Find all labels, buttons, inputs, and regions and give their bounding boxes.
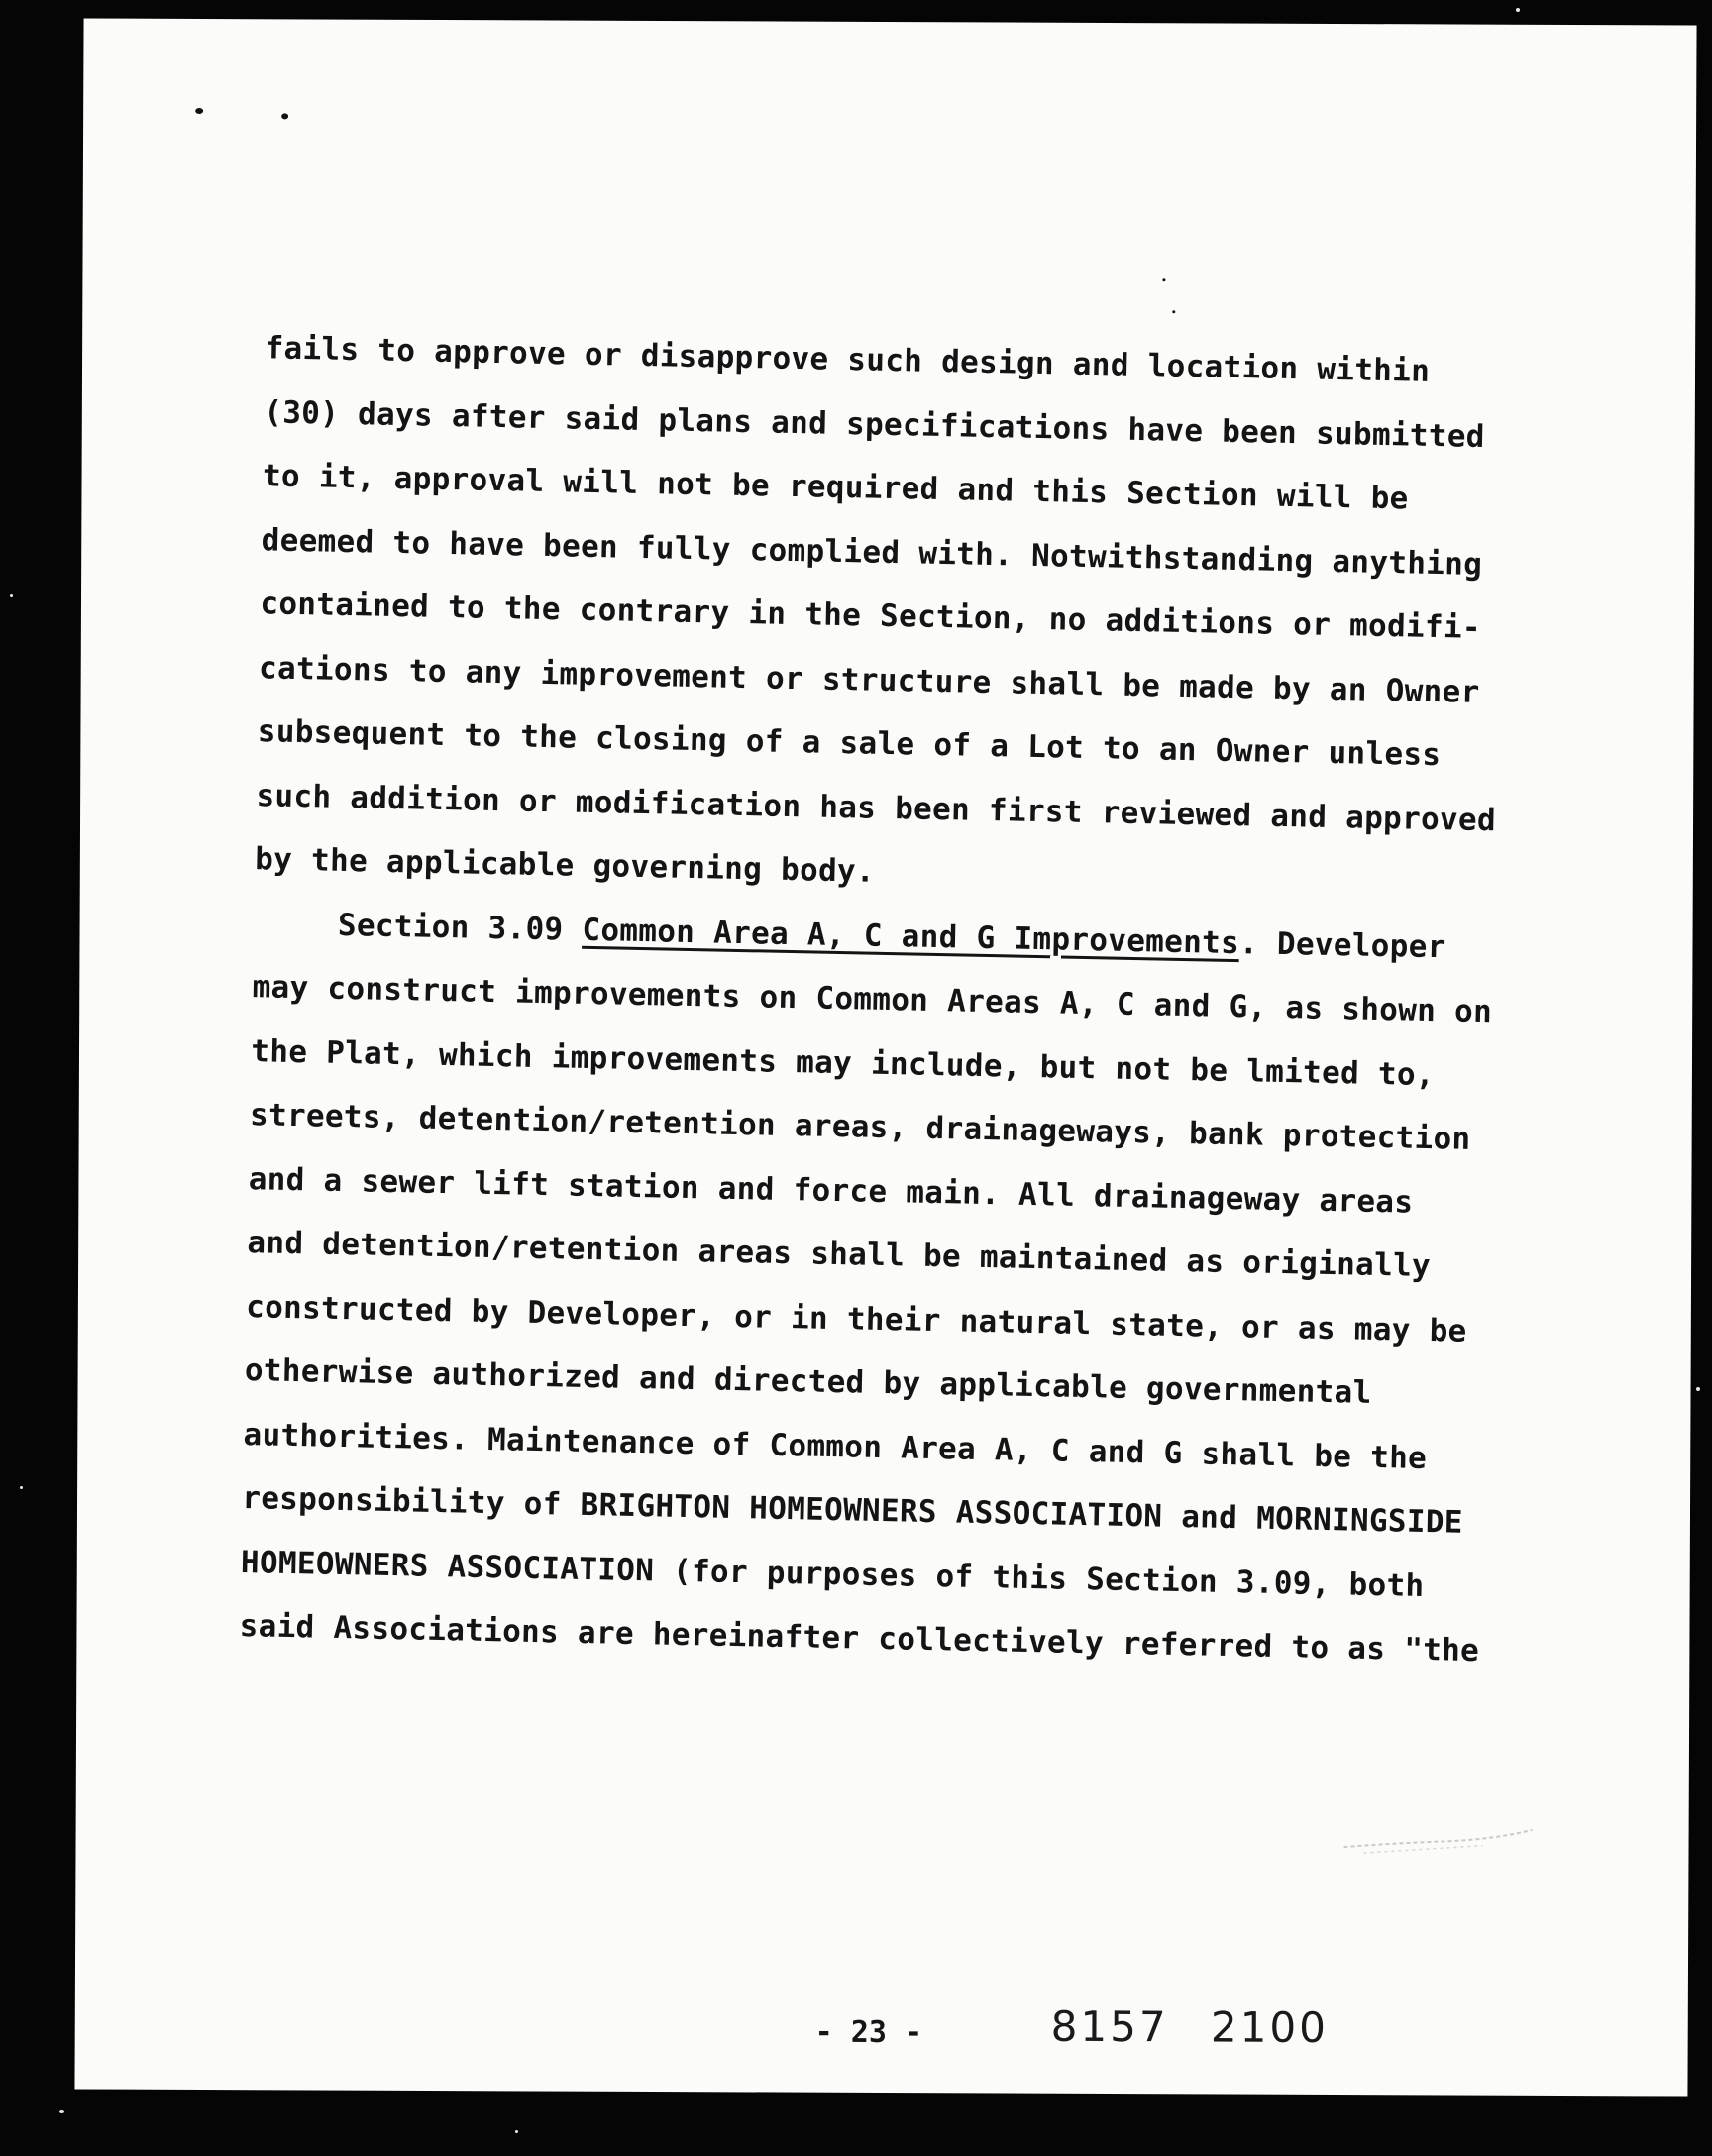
text-line: such addition or modification has been first reviewed and approved [256,777,1497,838]
scan-speck [281,113,288,119]
text-line: the Plat, which improvements may include, but not be lmited to, [251,1032,1436,1093]
text-line: to it, approval will not be required and this Section will be [262,458,1409,517]
scan-speck [1516,8,1520,12]
section-first-line-rest: . Developer [1238,924,1446,965]
text-line: fails to approve or disapprove such design and location within [265,330,1431,389]
scan-speck [195,108,203,114]
scan-speck [1172,310,1175,313]
text-line: authorities. Maintenance of Common Area A, C and G shall be the [243,1416,1428,1476]
text-line: may construct improvements on Common Areas A, C and G, as shown on [252,969,1493,1030]
text-line: deemed to have been fully complied with. Notwithstanding anything [261,521,1483,583]
page-footer [75,2001,1688,2068]
text-line: contained to the contrary in the Section, no additions or modifi- [260,586,1482,646]
text-line: and a sewer lift station and force main. All drainageway areas [248,1160,1414,1221]
text-line: and detention/retention areas shall be maintained as originally [247,1225,1432,1285]
text-line: constructed by Developer, or in their natural state, or as may be [245,1288,1467,1349]
text-line: otherwise authorized and directed by applicable governmental [244,1352,1372,1411]
scan-speck [20,1486,23,1489]
text-line: (30) days after said plans and specifications have been submitted [263,393,1486,455]
scan-speck [59,2110,64,2113]
text-line: HOMEOWNERS ASSOCIATION (for purposes of this Section 3.09, both [240,1544,1425,1604]
document-number: 8157 2100 [1050,2001,1329,2052]
document-body [239,316,1653,1685]
text-line: said Associations are hereinafter collectively referred to as "the [239,1607,1480,1670]
scan-speck [1162,278,1165,281]
scan-speck [1696,1387,1700,1391]
document-page [74,18,1696,2096]
text-line: subsequent to the closing of a sale of a Lot to an Owner unless [257,713,1442,774]
text-line: streets, detention/retention areas, drainageways, bank protection [249,1097,1471,1157]
section-number: Section 3.09 [337,907,564,947]
text-line: cations to any improvement or structure shall be made by an Owner [258,649,1480,710]
section-title: Common Area A, C and G Improvements [582,912,1240,961]
scan-smudge [1334,1807,1542,1868]
scan-speck [10,594,13,597]
page-number: - 23 - [814,2014,923,2051]
scan-speck [515,2130,518,2133]
text-line: responsibility of BRIGHTON HOMEOWNERS ASSOCIATION and MORNINGSIDE [241,1480,1464,1541]
text-line: by the applicable governing body. [254,841,876,890]
